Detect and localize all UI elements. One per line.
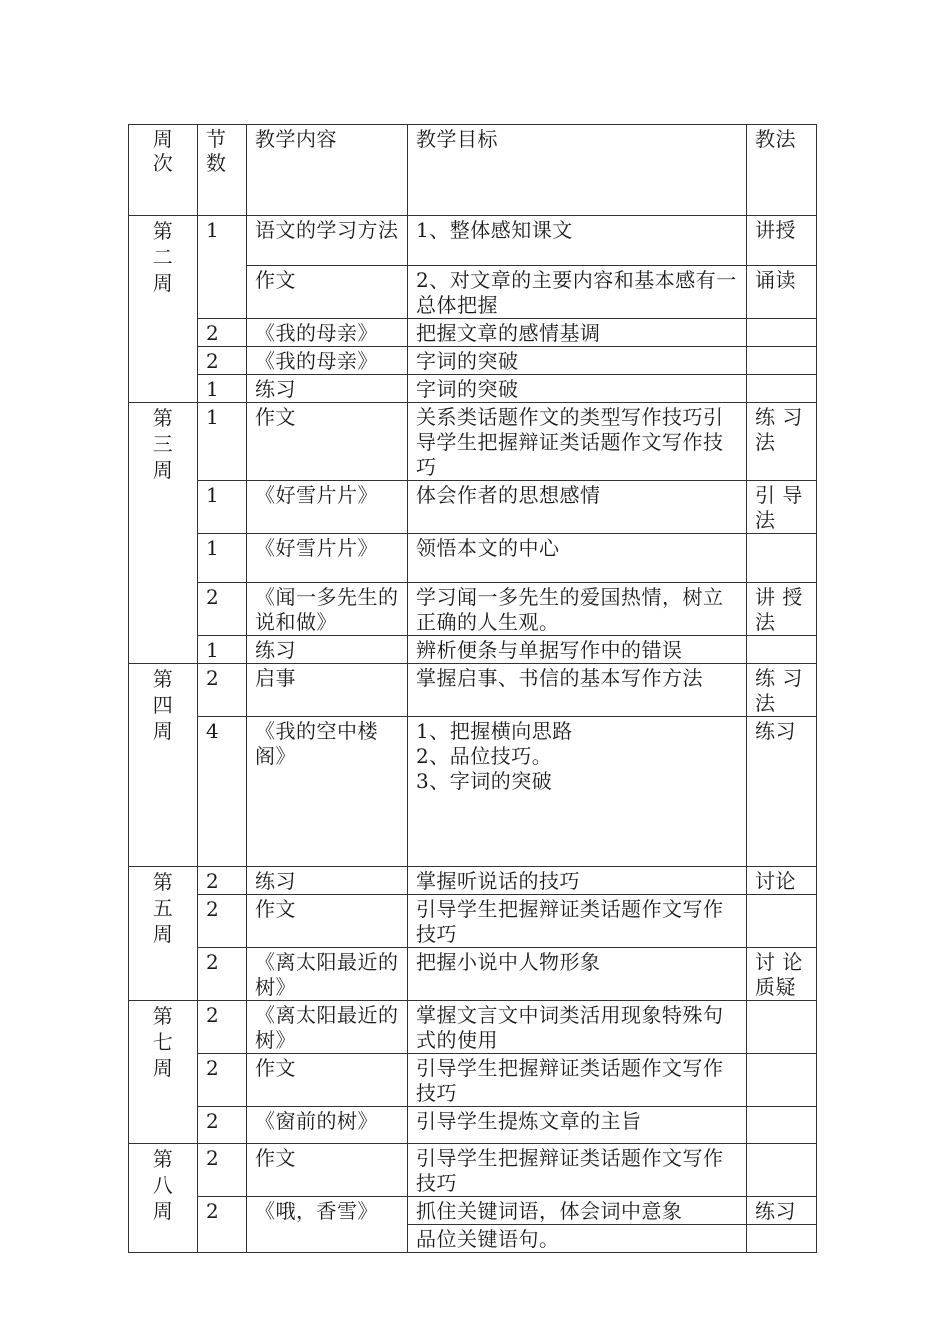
goal-cell: 领悟本文的中心 xyxy=(408,534,747,583)
periods-cell: 2 xyxy=(198,867,247,895)
method-cell xyxy=(747,636,817,664)
content-cell: 作文 xyxy=(247,266,408,319)
content-cell: 语文的学习方法 xyxy=(247,216,408,266)
content-cell: 作文 xyxy=(247,1144,408,1197)
table-row xyxy=(129,636,817,664)
content-cell: 作文 xyxy=(247,895,408,948)
header-goal: 教学目标 xyxy=(408,125,747,216)
goal-cell: 学习闻一多先生的爱国热情，树立正确的人生观。 xyxy=(408,583,747,636)
week-label: 第三周 xyxy=(129,403,198,664)
content-cell: 作文 xyxy=(247,1054,408,1107)
content-cell: 《好雪片片》 xyxy=(247,534,408,583)
goal-cell: 2、对文章的主要内容和基本感有一总体把握 xyxy=(408,266,747,319)
content-cell: 练习 xyxy=(247,375,408,403)
goal-cell xyxy=(408,717,747,867)
method-cell: 练 习法 xyxy=(747,664,817,717)
content-cell: 《我的母亲》 xyxy=(247,319,408,347)
goal-cell: 掌握听说话的技巧 xyxy=(408,867,747,895)
periods-cell: 1 xyxy=(198,216,247,319)
table-row xyxy=(129,717,817,867)
method-cell xyxy=(747,1054,817,1107)
goal-cell: 抓住关键词语，体会词中意象 xyxy=(408,1197,747,1225)
goal-cell: 体会作者的思想感情 xyxy=(408,481,747,534)
table-row xyxy=(129,1001,817,1054)
content-cell: 练习 xyxy=(247,636,408,664)
week-label: 第八周 xyxy=(129,1144,198,1253)
table-row xyxy=(129,403,817,481)
method-cell xyxy=(747,895,817,948)
table-row xyxy=(129,347,817,375)
method-cell: 讲授 xyxy=(747,216,817,266)
content-cell: 《好雪片片》 xyxy=(247,481,408,534)
method-cell xyxy=(747,1107,817,1144)
goal-line: 2、品位技巧。 xyxy=(416,744,553,768)
teaching-plan-table xyxy=(128,124,817,1253)
periods-cell: 1 xyxy=(198,481,247,534)
content-cell: 《窗前的树》 xyxy=(247,1107,408,1144)
content-cell: 《离太阳最近的树》 xyxy=(247,948,408,1001)
goal-cell: 字词的突破 xyxy=(408,347,747,375)
content-cell: 《离太阳最近的树》 xyxy=(247,1001,408,1054)
method-cell xyxy=(747,319,817,347)
table-row xyxy=(129,375,817,403)
periods-cell: 2 xyxy=(198,319,247,347)
header-row xyxy=(129,125,817,216)
goal-line: 1、把握横向思路 xyxy=(416,719,573,743)
table-row xyxy=(129,867,817,895)
periods-cell: 2 xyxy=(198,347,247,375)
table-row xyxy=(129,583,817,636)
content-cell: 《我的空中楼阁》 xyxy=(247,717,408,867)
goal-cell: 把握文章的感情基调 xyxy=(408,319,747,347)
periods-cell: 2 xyxy=(198,664,247,717)
content-cell: 《我的母亲》 xyxy=(247,347,408,375)
table-row xyxy=(129,534,817,583)
goal-cell: 引导学生提炼文章的主旨 xyxy=(408,1107,747,1144)
goal-cell: 把握小说中人物形象 xyxy=(408,948,747,1001)
periods-cell: 1 xyxy=(198,403,247,481)
method-cell: 练习 xyxy=(747,1197,817,1225)
header-periods: 节数 xyxy=(198,125,247,216)
method-cell xyxy=(747,1144,817,1197)
periods-cell: 2 xyxy=(198,1144,247,1197)
method-cell xyxy=(747,375,817,403)
week-label: 第二周 xyxy=(129,216,198,403)
periods-cell: 2 xyxy=(198,1054,247,1107)
goal-line: 3、字词的突破 xyxy=(416,769,553,793)
periods-cell: 2 xyxy=(198,948,247,1001)
periods-cell: 2 xyxy=(198,1197,247,1253)
goal-cell: 1、整体感知课文 xyxy=(408,216,747,266)
week-label: 第五周 xyxy=(129,867,198,1001)
table-row xyxy=(129,948,817,1001)
method-cell: 练 习法 xyxy=(747,403,817,481)
goal-cell: 引导学生把握辩证类话题作文写作技巧 xyxy=(408,1144,747,1197)
periods-cell: 2 xyxy=(198,1001,247,1054)
table-row xyxy=(129,1107,817,1144)
method-cell: 讲 授法 xyxy=(747,583,817,636)
goal-cell: 引导学生把握辩证类话题作文写作技巧 xyxy=(408,1054,747,1107)
goal-cell: 辨析便条与单据写作中的错误 xyxy=(408,636,747,664)
method-cell: 诵读 xyxy=(747,266,817,319)
method-cell xyxy=(747,1001,817,1054)
content-cell: 练习 xyxy=(247,867,408,895)
week-label: 第四周 xyxy=(129,664,198,867)
content-cell: 启事 xyxy=(247,664,408,717)
content-cell: 作文 xyxy=(247,403,408,481)
goal-cell: 引导学生把握辩证类话题作文写作技巧 xyxy=(408,895,747,948)
header-week: 周次 xyxy=(129,125,198,216)
table-row xyxy=(129,481,817,534)
method-cell xyxy=(747,347,817,375)
table-row xyxy=(129,664,817,717)
table-row xyxy=(129,895,817,948)
content-cell: 《闻一多先生的说和做》 xyxy=(247,583,408,636)
week-label: 第七周 xyxy=(129,1001,198,1144)
periods-cell: 2 xyxy=(198,1107,247,1144)
header-method: 教法 xyxy=(747,125,817,216)
method-cell: 引 导法 xyxy=(747,481,817,534)
periods-cell: 1 xyxy=(198,534,247,583)
periods-cell: 1 xyxy=(198,636,247,664)
table-row xyxy=(129,1054,817,1107)
method-cell: 讨 论质疑 xyxy=(747,948,817,1001)
table-row xyxy=(129,1197,817,1225)
method-cell xyxy=(747,1225,817,1253)
table-row xyxy=(129,1144,817,1197)
goal-cell: 品位关键语句。 xyxy=(408,1225,747,1253)
goal-cell: 掌握启事、书信的基本写作方法 xyxy=(408,664,747,717)
content-cell: 《哦，香雪》 xyxy=(247,1197,408,1253)
table-row xyxy=(129,216,817,266)
method-cell xyxy=(747,534,817,583)
method-cell: 练习 xyxy=(747,717,817,867)
goal-cell: 字词的突破 xyxy=(408,375,747,403)
periods-cell: 2 xyxy=(198,583,247,636)
periods-cell: 2 xyxy=(198,895,247,948)
method-cell: 讨论 xyxy=(747,867,817,895)
header-content: 教学内容 xyxy=(247,125,408,216)
goal-cell: 掌握文言文中词类活用现象特殊句式的使用 xyxy=(408,1001,747,1054)
periods-cell: 1 xyxy=(198,375,247,403)
goal-cell: 关系类话题作文的类型写作技巧引导学生把握辩证类话题作文写作技巧 xyxy=(408,403,747,481)
periods-cell: 4 xyxy=(198,717,247,867)
table-row xyxy=(129,319,817,347)
